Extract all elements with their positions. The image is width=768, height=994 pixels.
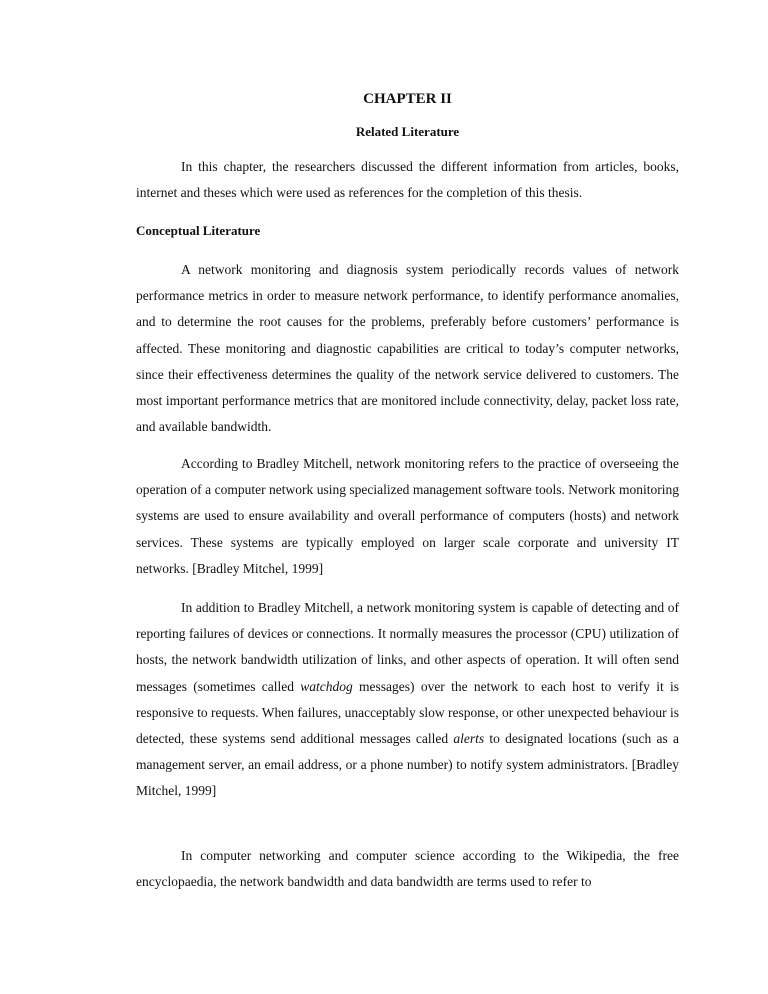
paragraph-bandwidth: In computer networking and computer science according to the Wikipedia, the free encyclopaedia, the network bandwidth and data bandwidth are terms used to refer to	[136, 848, 679, 890]
chapter-subtitle: Related Literature	[355, 124, 460, 139]
paragraph-bradley-mitchell: According to Bradley Mitchell, network monitoring refers to the practice of overseeing the operation of a computer network using specialized management software tools. Network monitoring systems are used to ensure availability and overall performance of computers (hosts) and network services. These systems are typically employed on larger scale corporate and university IT networks. [Bradley Mitchel, 1999]	[136, 456, 679, 576]
paragraph-monitoring-system	[136, 595, 679, 805]
paragraph-network-monitoring: A network monitoring and diagnosis system periodically records values of network performance metrics in order to measure network performance, to identify performance anomalies, and to determine the root causes for the problems, preferably before customers’ performance is affected. These monitoring and diagnostic capabilities are critical to today’s computer networks, since their effectiveness determines the quality of the network service delivered to customers. The most important performance metrics that are monitored include connectivity, delay, packet loss rate, and available bandwidth.	[136, 262, 679, 435]
watchdog-term: watchdog	[300, 678, 353, 694]
chapter-title: CHAPTER II	[363, 91, 452, 107]
paragraph-text: to designated locations (such as a management server, an email address, or a phone number) to notify system administrators. [Bradley Mitchel, 1999]	[136, 731, 679, 799]
paragraph-text: messages) over the network to each host to verify it is responsive to requests. When failures, unacceptably slow response, or other unexpected behaviour is detected, these systems send additional messages called	[136, 678, 679, 747]
alerts-term: alerts	[453, 731, 485, 747]
paragraph-text: In addition to Bradley Mitchell, a network monitoring system is capable of detecting and of reporting failures of devices or connections. It normally measures the processor (CPU) utilization of hosts, the network bandwidth utilization of links, and other aspects of operation. It will often send messages (sometimes called	[136, 600, 679, 694]
intro-paragraph: In this chapter, the researchers discussed the different information from articles, books, internet and theses which were used as references for the completion of this thesis.	[136, 159, 679, 201]
section-heading: Conceptual Literature	[136, 223, 261, 238]
